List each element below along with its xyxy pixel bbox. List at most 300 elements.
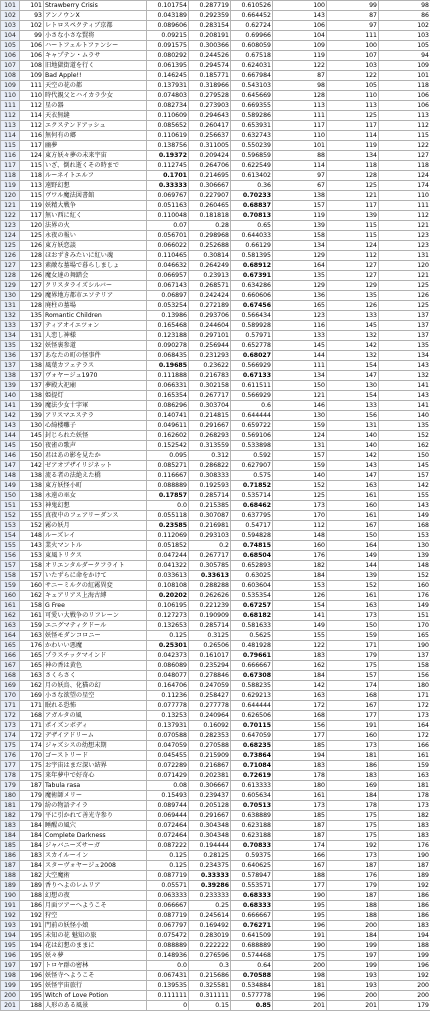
- table-cell[interactable]: 189: [379, 871, 430, 881]
- table-cell[interactable]: 128: [327, 171, 379, 181]
- table-cell[interactable]: 眠れる恐怖: [44, 701, 147, 711]
- table-cell[interactable]: 風葉カフェテラス: [44, 361, 147, 371]
- table-cell[interactable]: 109: [273, 41, 327, 51]
- row-header[interactable]: 107: [1, 61, 20, 71]
- table-cell[interactable]: 星の器: [44, 101, 147, 111]
- table-cell[interactable]: スターヴォヤージュ2008: [44, 861, 147, 871]
- table-cell[interactable]: 131: [327, 421, 379, 431]
- table-cell[interactable]: 東方妖恋談: [44, 241, 147, 251]
- table-cell[interactable]: 0.304348: [189, 831, 231, 841]
- table-cell[interactable]: 0.288288: [189, 581, 231, 591]
- table-cell[interactable]: 0.056701: [147, 231, 189, 241]
- table-cell[interactable]: ヴワル魔法図書館: [44, 191, 147, 201]
- row-header[interactable]: 103: [1, 21, 20, 31]
- table-cell[interactable]: 160: [327, 731, 379, 741]
- table-cell[interactable]: レトロスペクティブ京都: [44, 21, 147, 31]
- table-cell[interactable]: 157: [273, 451, 327, 461]
- table-cell[interactable]: 115: [20, 161, 44, 171]
- table-cell[interactable]: 0.553571: [231, 881, 273, 891]
- table-cell[interactable]: 117: [327, 201, 379, 211]
- row-header[interactable]: 116: [1, 151, 20, 161]
- table-cell[interactable]: 120: [379, 261, 430, 271]
- table-cell[interactable]: 0.247059: [189, 681, 231, 691]
- table-cell[interactable]: 0.208191: [189, 31, 231, 41]
- table-cell[interactable]: 105: [379, 41, 430, 51]
- table-cell[interactable]: 0.077778: [147, 701, 189, 711]
- table-cell[interactable]: 125: [327, 111, 379, 121]
- table-cell[interactable]: 0.080292: [147, 51, 189, 61]
- table-cell[interactable]: 128: [273, 91, 327, 101]
- table-cell[interactable]: 無い西に紅く: [44, 211, 147, 221]
- table-cell[interactable]: 0.652778: [231, 341, 273, 351]
- table-cell[interactable]: 126: [379, 291, 430, 301]
- table-cell[interactable]: 173: [273, 501, 327, 511]
- row-header[interactable]: 122: [1, 211, 20, 221]
- table-cell[interactable]: ゴーストリード: [44, 751, 147, 761]
- table-cell[interactable]: 100: [273, 1, 327, 11]
- table-cell[interactable]: 0.192593: [189, 481, 231, 491]
- table-cell[interactable]: 0.577778: [231, 991, 273, 1001]
- row-header[interactable]: 192: [1, 911, 20, 921]
- row-header[interactable]: 145: [1, 441, 20, 451]
- table-cell[interactable]: 170: [20, 751, 44, 761]
- table-cell[interactable]: お宇宙はまだ深い結界: [44, 761, 147, 771]
- table-cell[interactable]: 184: [20, 861, 44, 871]
- table-cell[interactable]: 人形のある風景: [44, 1001, 147, 1011]
- table-cell[interactable]: 149: [379, 511, 430, 521]
- table-cell[interactable]: 0.644033: [231, 231, 273, 241]
- table-cell[interactable]: 131: [20, 331, 44, 341]
- table-cell[interactable]: 200: [273, 961, 327, 971]
- table-cell[interactable]: 178: [379, 791, 430, 801]
- table-cell[interactable]: 0.087719: [147, 871, 189, 881]
- table-cell[interactable]: 110: [20, 91, 44, 101]
- table-cell[interactable]: 0.19685: [147, 361, 189, 371]
- table-cell[interactable]: 98: [273, 81, 327, 91]
- table-cell[interactable]: 149: [327, 551, 379, 561]
- table-cell[interactable]: 0.667984: [231, 71, 273, 81]
- row-header[interactable]: 129: [1, 281, 20, 291]
- row-header[interactable]: 139: [1, 381, 20, 391]
- table-cell[interactable]: 110: [327, 91, 379, 101]
- table-cell[interactable]: 186: [379, 911, 430, 921]
- table-cell[interactable]: 176: [327, 871, 379, 881]
- table-cell[interactable]: 0.72619: [231, 771, 273, 781]
- table-cell[interactable]: 142: [20, 461, 44, 471]
- table-cell[interactable]: 0.76271: [231, 921, 273, 931]
- table-cell[interactable]: 125: [379, 281, 430, 291]
- table-cell[interactable]: 0.067797: [147, 921, 189, 931]
- table-cell[interactable]: 111: [273, 111, 327, 121]
- table-cell[interactable]: 170: [379, 621, 430, 631]
- table-cell[interactable]: 182: [20, 871, 44, 881]
- table-cell[interactable]: 148: [379, 561, 430, 571]
- table-cell[interactable]: 133: [327, 311, 379, 321]
- table-cell[interactable]: 137: [20, 381, 44, 391]
- row-header[interactable]: 144: [1, 431, 20, 441]
- table-cell[interactable]: 無何有の郷: [44, 131, 147, 141]
- table-cell[interactable]: 194: [273, 751, 327, 761]
- table-cell[interactable]: 0.082734: [147, 101, 189, 111]
- table-cell[interactable]: 119: [273, 211, 327, 221]
- table-cell[interactable]: 158: [20, 561, 44, 571]
- table-cell[interactable]: 173: [273, 801, 327, 811]
- table-cell[interactable]: 150: [327, 621, 379, 631]
- table-cell[interactable]: 0.244604: [189, 321, 231, 331]
- table-cell[interactable]: 180: [273, 781, 327, 791]
- row-header[interactable]: 147: [1, 461, 20, 471]
- table-cell[interactable]: 147: [327, 371, 379, 381]
- table-cell[interactable]: 138: [20, 481, 44, 491]
- table-cell[interactable]: 140: [327, 431, 379, 441]
- row-header[interactable]: 130: [1, 291, 20, 301]
- table-cell[interactable]: 0.194444: [189, 841, 231, 851]
- table-cell[interactable]: 心綺楼囃子: [44, 421, 147, 431]
- table-cell[interactable]: 0.066957: [147, 271, 189, 281]
- table-cell[interactable]: クリスタライズシルバー: [44, 281, 147, 291]
- table-cell[interactable]: 126: [20, 241, 44, 251]
- table-cell[interactable]: 0.09215: [147, 31, 189, 41]
- table-cell[interactable]: 119: [327, 141, 379, 151]
- table-cell[interactable]: トロヤ群の密林: [44, 961, 147, 971]
- table-cell[interactable]: 115: [327, 221, 379, 231]
- table-cell[interactable]: 109: [20, 71, 44, 81]
- table-cell[interactable]: 184: [20, 831, 44, 841]
- table-cell[interactable]: 118: [20, 171, 44, 181]
- table-cell[interactable]: 186: [379, 891, 430, 901]
- table-cell[interactable]: 0.066667: [147, 901, 189, 911]
- table-cell[interactable]: 0.33613: [189, 571, 231, 581]
- table-cell[interactable]: 188: [379, 941, 430, 951]
- table-cell[interactable]: 0.3: [189, 961, 231, 971]
- table-cell[interactable]: 0.637795: [231, 511, 273, 521]
- table-cell[interactable]: 0.666667: [231, 911, 273, 921]
- row-header[interactable]: 169: [1, 681, 20, 691]
- table-cell[interactable]: 139: [273, 221, 327, 231]
- table-cell[interactable]: 0.622549: [231, 161, 273, 171]
- table-cell[interactable]: 魔女達の舞踏会: [44, 271, 147, 281]
- table-cell[interactable]: 153: [273, 581, 327, 591]
- table-cell[interactable]: 110: [379, 191, 430, 201]
- table-cell[interactable]: 163: [20, 631, 44, 641]
- table-cell[interactable]: 妖々夢: [44, 951, 147, 961]
- table-cell[interactable]: 116: [20, 131, 44, 141]
- table-cell[interactable]: 0.68462: [231, 501, 273, 511]
- table-cell[interactable]: 0.264249: [189, 261, 231, 271]
- table-cell[interactable]: 160: [273, 541, 327, 551]
- table-cell[interactable]: 来年夢中で好奇心: [44, 771, 147, 781]
- table-cell[interactable]: 174: [379, 181, 430, 191]
- table-cell[interactable]: 0.101754: [147, 1, 189, 11]
- table-cell[interactable]: 112: [327, 251, 379, 261]
- table-cell[interactable]: 153: [20, 501, 44, 511]
- table-cell[interactable]: 160: [20, 581, 44, 591]
- table-cell[interactable]: 111: [273, 361, 327, 371]
- table-cell[interactable]: Bad Apple!!: [44, 71, 147, 81]
- table-cell[interactable]: 117: [273, 121, 327, 131]
- table-cell[interactable]: 0.68912: [231, 261, 273, 271]
- table-cell[interactable]: 0.106195: [147, 601, 189, 611]
- table-cell[interactable]: 171: [20, 701, 44, 711]
- table-cell[interactable]: 0.087222: [147, 841, 189, 851]
- table-cell[interactable]: 132: [379, 371, 430, 381]
- table-cell[interactable]: 0.071429: [147, 771, 189, 781]
- row-header[interactable]: 108: [1, 71, 20, 81]
- table-cell[interactable]: 157: [273, 201, 327, 211]
- table-cell[interactable]: 143: [379, 361, 430, 371]
- table-cell[interactable]: 116: [273, 321, 327, 331]
- table-cell[interactable]: 174: [327, 681, 379, 691]
- row-header[interactable]: 153: [1, 521, 20, 531]
- row-header[interactable]: 101: [1, 1, 20, 11]
- table-cell[interactable]: 0.068435: [147, 351, 189, 361]
- table-cell[interactable]: 186: [20, 901, 44, 911]
- table-cell[interactable]: 0.608059: [231, 41, 273, 51]
- table-cell[interactable]: 187: [273, 821, 327, 831]
- table-cell[interactable]: 200: [327, 991, 379, 1001]
- table-cell[interactable]: 199: [379, 951, 430, 961]
- table-cell[interactable]: 186: [379, 901, 430, 911]
- table-cell[interactable]: 127: [327, 271, 379, 281]
- table-cell[interactable]: 0.283154: [189, 21, 231, 31]
- table-cell[interactable]: 0.051163: [147, 201, 189, 211]
- table-cell[interactable]: 112: [273, 521, 327, 531]
- table-cell[interactable]: 幽夢: [44, 141, 147, 151]
- table-cell[interactable]: 0.578947: [231, 871, 273, 881]
- table-cell[interactable]: 149: [273, 621, 327, 631]
- table-cell[interactable]: 121: [379, 271, 430, 281]
- table-cell[interactable]: 184: [273, 571, 327, 581]
- table-cell[interactable]: 106: [379, 91, 430, 101]
- table-cell[interactable]: 175: [327, 831, 379, 841]
- row-header[interactable]: 118: [1, 171, 20, 181]
- table-cell[interactable]: エクステンドアッシュ: [44, 121, 147, 131]
- table-cell[interactable]: 166: [379, 741, 430, 751]
- table-cell[interactable]: 124: [327, 241, 379, 251]
- row-header[interactable]: 128: [1, 271, 20, 281]
- row-header[interactable]: 188: [1, 871, 20, 881]
- table-cell[interactable]: 0.061395: [147, 61, 189, 71]
- table-cell[interactable]: 105: [327, 81, 379, 91]
- table-cell[interactable]: 0.13253: [147, 711, 189, 721]
- table-cell[interactable]: 0.046632: [147, 261, 189, 271]
- table-cell[interactable]: 193: [327, 971, 379, 981]
- table-cell[interactable]: 195: [273, 901, 327, 911]
- table-cell[interactable]: 159: [273, 421, 327, 431]
- table-cell[interactable]: 114: [273, 161, 327, 171]
- table-cell[interactable]: 0.605634: [231, 791, 273, 801]
- row-header[interactable]: 160: [1, 591, 20, 601]
- table-cell[interactable]: ポイズンボディ: [44, 721, 147, 731]
- table-cell[interactable]: 187: [273, 831, 327, 841]
- table-cell[interactable]: 140: [327, 441, 379, 451]
- table-cell[interactable]: 0.273903: [189, 101, 231, 111]
- table-cell[interactable]: 0.053254: [147, 301, 189, 311]
- table-cell[interactable]: 147: [327, 471, 379, 481]
- row-header[interactable]: 190: [1, 891, 20, 901]
- table-cell[interactable]: 194: [20, 941, 44, 951]
- table-cell[interactable]: 0.294643: [189, 111, 231, 121]
- table-cell[interactable]: 0.57971: [231, 331, 273, 341]
- table-cell[interactable]: 0.05571: [147, 881, 189, 891]
- table-cell[interactable]: 192: [379, 971, 430, 981]
- table-cell[interactable]: 東方妖怪小町: [44, 481, 147, 491]
- table-cell[interactable]: アガルタの風: [44, 711, 147, 721]
- table-cell[interactable]: 184: [20, 841, 44, 851]
- row-header[interactable]: 134: [1, 331, 20, 341]
- table-cell[interactable]: 161: [273, 791, 327, 801]
- table-cell[interactable]: 165: [20, 661, 44, 671]
- table-cell[interactable]: 0.066331: [147, 381, 189, 391]
- table-cell[interactable]: 191: [273, 931, 327, 941]
- table-cell[interactable]: 117: [20, 211, 44, 221]
- table-cell[interactable]: 0.306667: [189, 781, 231, 791]
- table-cell[interactable]: 167: [273, 861, 327, 871]
- table-cell[interactable]: 143: [20, 541, 44, 551]
- table-cell[interactable]: 0.6: [231, 401, 273, 411]
- table-cell[interactable]: 睡醒の風穴: [44, 821, 147, 831]
- table-cell[interactable]: Tabula rasa: [44, 781, 147, 791]
- table-cell[interactable]: 0.611511: [231, 381, 273, 391]
- row-header[interactable]: 158: [1, 571, 20, 581]
- row-header[interactable]: 112: [1, 111, 20, 121]
- table-cell[interactable]: 君はあの影を見たか: [44, 451, 147, 461]
- table-cell[interactable]: 0.30814: [189, 251, 231, 261]
- table-cell[interactable]: 175: [327, 821, 379, 831]
- table-cell[interactable]: 0.308333: [189, 471, 231, 481]
- table-cell[interactable]: 183: [379, 921, 430, 931]
- table-cell[interactable]: 0.181818: [189, 211, 231, 221]
- table-cell[interactable]: 0.70513: [231, 801, 273, 811]
- row-header[interactable]: 168: [1, 671, 20, 681]
- table-cell[interactable]: 0.110465: [147, 251, 189, 261]
- table-cell[interactable]: 0.202381: [189, 771, 231, 781]
- table-cell[interactable]: 139: [20, 401, 44, 411]
- table-cell[interactable]: ルーズレイ: [44, 531, 147, 541]
- table-cell[interactable]: 123: [379, 241, 430, 251]
- table-cell[interactable]: 0.304348: [189, 821, 231, 831]
- table-cell[interactable]: 0.227907: [189, 191, 231, 201]
- table-cell[interactable]: 0.137931: [147, 81, 189, 91]
- table-cell[interactable]: 0.292359: [189, 11, 231, 21]
- table-cell[interactable]: 111: [20, 81, 44, 91]
- table-cell[interactable]: 0.234375: [189, 861, 231, 871]
- table-cell[interactable]: Strawberry Crisis: [44, 1, 147, 11]
- table-cell[interactable]: 0.68027: [231, 351, 273, 361]
- table-cell[interactable]: 133: [327, 401, 379, 411]
- table-cell[interactable]: 161: [327, 511, 379, 521]
- table-cell[interactable]: 106: [379, 101, 430, 111]
- table-cell[interactable]: 136: [273, 291, 327, 301]
- table-cell[interactable]: 171: [379, 691, 430, 701]
- table-cell[interactable]: 0.116667: [147, 471, 189, 481]
- table-cell[interactable]: 0.049611: [147, 421, 189, 431]
- table-cell[interactable]: 152: [327, 581, 379, 591]
- table-cell[interactable]: 0.28: [189, 221, 231, 231]
- table-cell[interactable]: 0.641509: [231, 931, 273, 941]
- table-cell[interactable]: 0.279528: [189, 91, 231, 101]
- table-cell[interactable]: 0.260465: [189, 201, 231, 211]
- table-cell[interactable]: 124: [20, 151, 44, 161]
- table-cell[interactable]: 150: [20, 451, 44, 461]
- table-cell[interactable]: 妖怪寺へようこそ: [44, 971, 147, 981]
- table-cell[interactable]: 0.045455: [147, 751, 189, 761]
- table-cell[interactable]: 106: [20, 51, 44, 61]
- row-header[interactable]: 119: [1, 181, 20, 191]
- row-header[interactable]: 159: [1, 581, 20, 591]
- table-cell[interactable]: 158: [379, 661, 430, 671]
- table-cell[interactable]: 134: [379, 351, 430, 361]
- table-cell[interactable]: 133: [273, 331, 327, 341]
- row-header[interactable]: 187: [1, 861, 20, 871]
- table-cell[interactable]: 0.286822: [189, 461, 231, 471]
- table-cell[interactable]: 129: [273, 281, 327, 291]
- row-header[interactable]: 154: [1, 531, 20, 541]
- table-cell[interactable]: 162: [20, 681, 44, 691]
- table-cell[interactable]: 141: [379, 381, 430, 391]
- table-cell[interactable]: 0.051852: [147, 541, 189, 551]
- table-cell[interactable]: 夢殿大祀廟: [44, 381, 147, 391]
- table-cell[interactable]: 0.072289: [147, 761, 189, 771]
- row-header[interactable]: 196: [1, 951, 20, 961]
- table-cell[interactable]: 0.68182: [231, 611, 273, 621]
- table-cell[interactable]: オリエンタルダークフライト: [44, 561, 147, 571]
- table-cell[interactable]: 0.85: [231, 1001, 273, 1011]
- table-cell[interactable]: 200: [379, 991, 430, 1001]
- table-cell[interactable]: 173: [327, 741, 379, 751]
- table-cell[interactable]: 163: [273, 691, 327, 701]
- table-cell[interactable]: 159: [379, 761, 430, 771]
- table-cell[interactable]: ゼアオブザイリジネット: [44, 461, 147, 471]
- table-cell[interactable]: 0.123188: [147, 331, 189, 341]
- table-cell[interactable]: 0.252688: [189, 241, 231, 251]
- table-cell[interactable]: 0.285714: [189, 491, 231, 501]
- table-cell[interactable]: 0.36: [231, 181, 273, 191]
- row-header[interactable]: 131: [1, 301, 20, 311]
- table-cell[interactable]: 0.23622: [189, 361, 231, 371]
- table-cell[interactable]: 197: [20, 961, 44, 971]
- row-header[interactable]: 170: [1, 691, 20, 701]
- table-cell[interactable]: 121: [379, 221, 430, 231]
- row-header[interactable]: 136: [1, 351, 20, 361]
- table-cell[interactable]: 131: [379, 251, 430, 261]
- table-cell[interactable]: 旧地獄街道を行く: [44, 61, 147, 71]
- table-cell[interactable]: 0.112069: [147, 531, 189, 541]
- table-cell[interactable]: 185: [273, 811, 327, 821]
- table-cell[interactable]: 130: [327, 381, 379, 391]
- table-cell[interactable]: 0.205128: [189, 801, 231, 811]
- table-cell[interactable]: G Free: [44, 601, 147, 611]
- table-cell[interactable]: 0.28125: [189, 851, 231, 861]
- table-cell[interactable]: Romantic Children: [44, 311, 147, 321]
- table-cell[interactable]: 145: [327, 321, 379, 331]
- table-cell[interactable]: 121: [327, 191, 379, 201]
- table-cell[interactable]: 0.165468: [147, 321, 189, 331]
- table-cell[interactable]: 0.095: [147, 451, 189, 461]
- table-cell[interactable]: 173: [327, 611, 379, 621]
- table-cell[interactable]: 148: [20, 531, 44, 541]
- table-cell[interactable]: 144: [273, 351, 327, 361]
- table-cell[interactable]: 132: [20, 341, 44, 351]
- row-header[interactable]: 175: [1, 741, 20, 751]
- table-cell[interactable]: 122: [379, 141, 430, 151]
- table-cell[interactable]: 0.242424: [189, 291, 231, 301]
- table-cell[interactable]: 大空魔術: [44, 871, 147, 881]
- row-header[interactable]: 186: [1, 851, 20, 861]
- table-cell[interactable]: 0.185771: [189, 71, 231, 81]
- row-header[interactable]: 141: [1, 401, 20, 411]
- table-cell[interactable]: 97: [327, 21, 379, 31]
